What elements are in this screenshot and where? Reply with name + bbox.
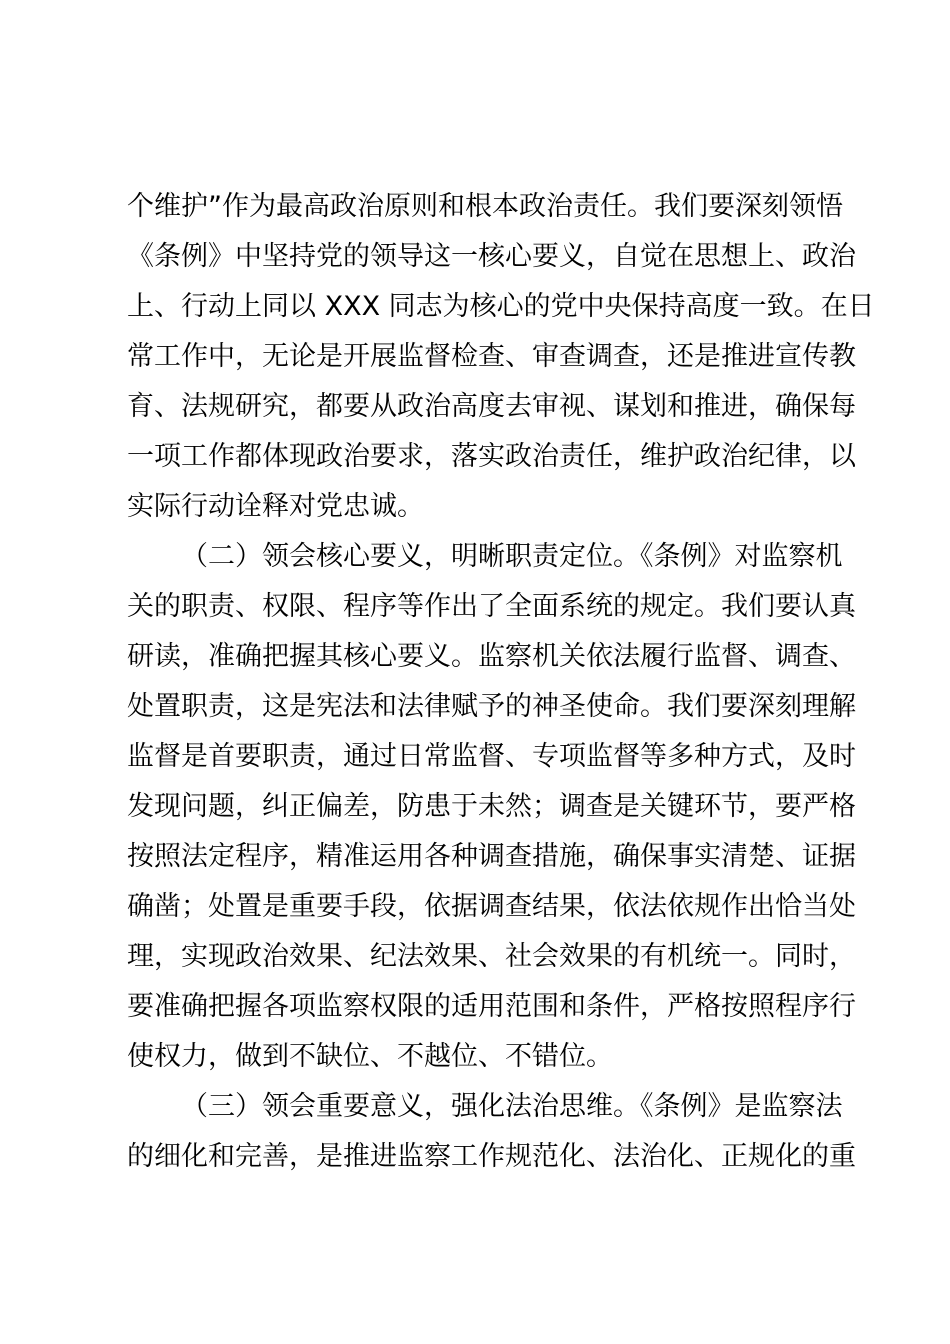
- section-heading-line: （二）领会核心要义，明晰职责定位。《条例》对监察机: [181, 541, 843, 572]
- text-line: 上、行动上同以 XXX 同志为核心的党中央保持高度一致。在日: [127, 291, 875, 322]
- text-line: 监督是首要职责，通过日常监督、专项监督等多种方式，及时: [127, 741, 856, 772]
- text-line: 的细化和完善，是推进监察工作规范化、法治化、正规化的重: [127, 1141, 856, 1172]
- section-heading-line: （三）领会重要意义，强化法治思维。《条例》是监察法: [181, 1091, 843, 1122]
- text-line: 育、法规研究，都要从政治高度去审视、谋划和推进，确保每: [127, 391, 856, 422]
- text-line: 确凿；处置是重要手段，依据调查结果，依法依规作出恰当处: [127, 891, 856, 922]
- text-line: 使权力，做到不缺位、不越位、不错位。: [127, 1041, 613, 1072]
- text-line: 实际行动诠释对党忠诚。: [127, 491, 424, 522]
- text-line: 关的职责、权限、程序等作出了全面系统的规定。我们要认真: [127, 591, 856, 622]
- text-line: 一项工作都体现政治要求，落实政治责任，维护政治纪律，以: [127, 441, 856, 472]
- text-line: 《条例》中坚持党的领导这一核心要义，自觉在思想上、政治: [127, 241, 856, 272]
- text-line: 处置职责，这是宪法和法律赋予的神圣使命。我们要深刻理解: [127, 691, 856, 722]
- text-line: 发现问题，纠正偏差，防患于未然；调查是关键环节，要严格: [127, 791, 856, 822]
- text-line: 个维护”作为最高政治原则和根本政治责任。我们要深刻领悟: [127, 191, 843, 222]
- text-line: 常工作中，无论是开展监督检查、审查调查，还是推进宣传教: [127, 341, 856, 372]
- text-line: 理，实现政治效果、纪法效果、社会效果的有机统一。同时，: [127, 941, 856, 972]
- text-line: 按照法定程序，精准运用各种调查措施，确保事实清楚、证据: [127, 841, 856, 872]
- text-line: 研读，准确把握其核心要义。监察机关依法履行监督、调查、: [127, 641, 856, 672]
- text-line: 要准确把握各项监察权限的适用范围和条件，严格按照程序行: [127, 991, 856, 1022]
